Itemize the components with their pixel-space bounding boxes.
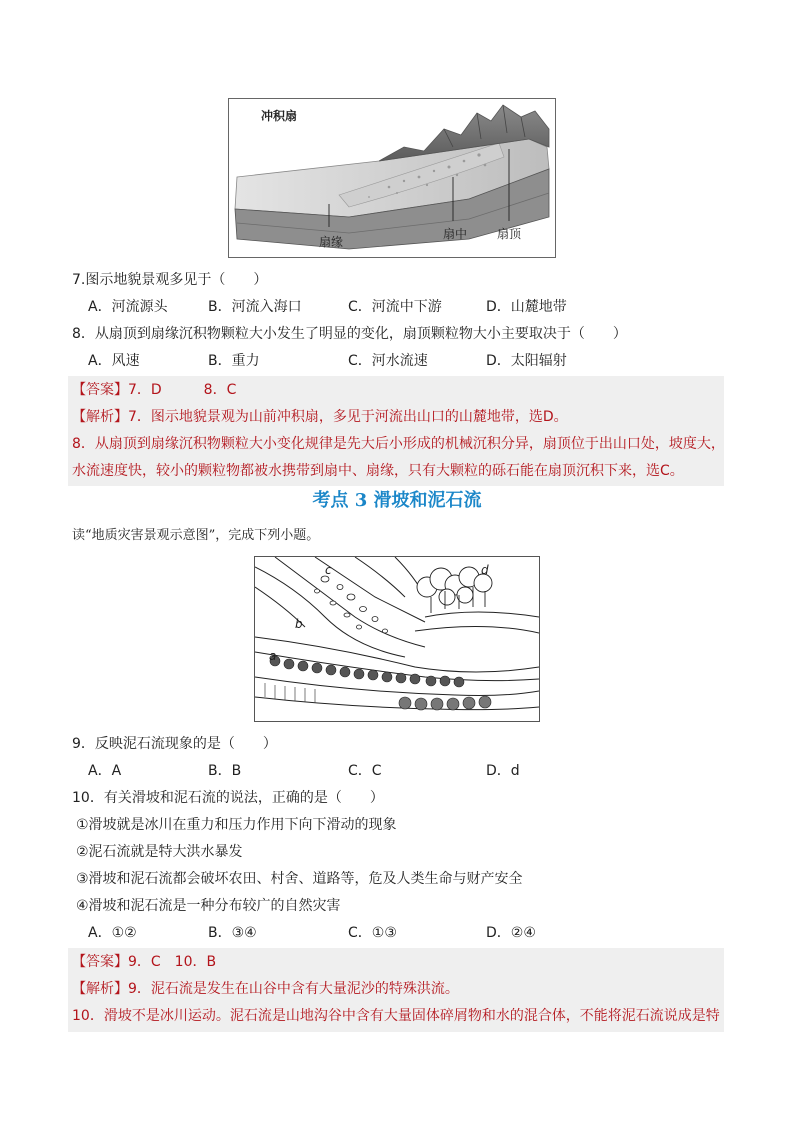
- answer-2-tag: 【答案】: [72, 954, 128, 970]
- answer-1: [72, 380, 236, 400]
- hazard-landscape-illustration: [255, 557, 539, 721]
- geological-hazard-figure: [254, 556, 540, 722]
- label-d: d: [481, 563, 489, 577]
- q10-option-d: D．②④: [486, 925, 536, 941]
- answer-2: [72, 952, 216, 972]
- answer-1-tag: 【答案】: [72, 382, 128, 398]
- q9-option-a: A．A: [88, 763, 122, 779]
- figure-title: 冲积扇: [261, 109, 298, 123]
- analysis-1-tag: 【解析】: [72, 409, 128, 425]
- q9-option-d: D．d: [486, 763, 520, 779]
- q8-option-d: D．太阳辐射: [486, 353, 567, 369]
- question-8-stem: 8．从扇顶到扇缘沉积物颗粒大小发生了明显的变化，扇顶颗粒物大小主要取决于（ ）: [72, 326, 627, 342]
- q10-statement-4: ④滑坡和泥石流是一种分布较广的自然灾害: [76, 898, 341, 914]
- q10-option-c: C．①③: [348, 925, 397, 941]
- intro-text: 读“地质灾害景观示意图”，完成下列小题。: [72, 528, 320, 543]
- q8-option-a: A．风速: [88, 353, 140, 369]
- question-7-stem: 7.图示地貌景观多见于（ ）: [72, 272, 268, 288]
- question-9-stem: 9．反映泥石流现象的是（ ）: [72, 736, 277, 752]
- alluvial-fan-figure: [228, 98, 556, 258]
- analysis-1-line-2: 8．从扇顶到扇缘沉积物颗粒大小变化规律是先大后小形成的机械沉积分异，扇顶位于出山口处，坡度大，: [72, 436, 725, 452]
- answer-2-text: 9．C 10．B: [128, 954, 217, 970]
- label-b: b: [295, 617, 303, 631]
- q10-statement-2: ②泥石流就是特大洪水暴发: [76, 844, 243, 860]
- analysis-2-line-1: 【解析】9．泥石流是发生在山谷中含有大量泥沙的特殊洪流。: [72, 981, 459, 997]
- q7-option-d: D．山麓地带: [486, 299, 567, 315]
- q10-statement-1: ①滑坡就是冰川在重力和压力作用下向下滑动的现象: [76, 817, 397, 833]
- q8-option-c: C．河水流速: [348, 353, 428, 369]
- q7-option-b: B．河流入海口: [208, 299, 302, 315]
- q10-statement-3: ③滑坡和泥石流都会破坏农田、村舍、道路等，危及人类生命与财产安全: [76, 871, 523, 887]
- q10-option-a: A．①②: [88, 925, 137, 941]
- label-fan-middle: 扇中: [443, 227, 468, 241]
- label-c: c: [325, 563, 332, 577]
- q7-option-c: C．河流中下游: [348, 299, 442, 315]
- answer-1-text: 7．D 8．C: [128, 382, 237, 398]
- analysis-1-line-1: 【解析】7．图示地貌景观为山前冲积扇，多见于河流出山口的山麓地带，选D。: [72, 409, 568, 425]
- analysis-1-line-3: 水流速度快，较小的颗粒物都被水携带到扇中、扇缘，只有大颗粒的砾石能在扇顶沉积下来，选C。: [72, 463, 684, 479]
- label-fan-top: 扇顶: [497, 227, 522, 241]
- label-a: a: [269, 649, 277, 663]
- question-10-stem: 10．有关滑坡和泥石流的说法，正确的是（ ）: [72, 790, 384, 806]
- section-title: 考点 3 滑坡和泥石流: [312, 490, 482, 511]
- q7-option-a: A．河流源头: [88, 299, 168, 315]
- q10-option-b: B．③④: [208, 925, 257, 941]
- q9-option-b: B．B: [208, 763, 242, 779]
- label-fan-edge: 扇缘: [319, 235, 344, 249]
- q8-option-b: B．重力: [208, 353, 260, 369]
- analysis-2-line-2: 10．滑坡不是冰川运动。泥石流是山地沟谷中含有大量固体碎屑物和水的混合体，不能将泥石流说成是特: [72, 1008, 720, 1024]
- q9-option-c: C．C: [348, 763, 382, 779]
- analysis-2-tag: 【解析】: [72, 981, 128, 997]
